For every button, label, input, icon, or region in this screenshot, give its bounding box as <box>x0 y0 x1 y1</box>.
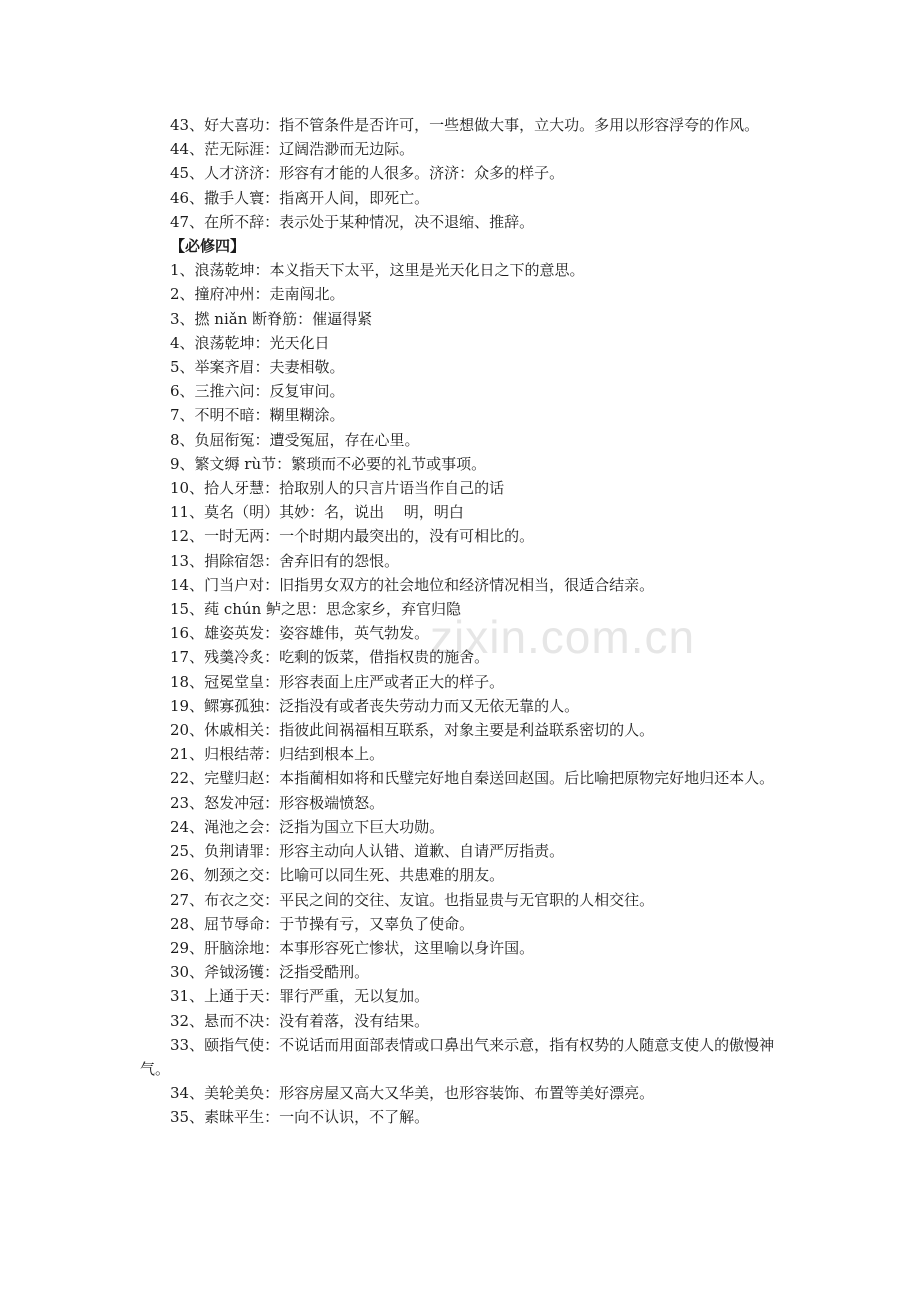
idiom-entry: 19、鳏寡孤独：泛指没有或者丧失劳动力而又无依无靠的人。 <box>170 696 580 715</box>
idiom-entry: 15、莼 chún 鲈之思：思念家乡，弃官归隐 <box>170 600 462 619</box>
idiom-entry: 7、不明不暗：糊里糊涂。 <box>170 406 345 425</box>
idiom-entry: 13、捐除宿怨：舍弃旧有的怨恨。 <box>170 551 400 570</box>
idiom-entry: 11、莫名（明）其妙：名，说出 明，明白 <box>170 503 464 522</box>
idiom-list-continued <box>140 113 782 234</box>
idiom-entry: 2、撞府冲州：走南闯北。 <box>170 285 345 304</box>
idiom-entry: 4、浪荡乾坤：光天化日 <box>170 333 330 352</box>
idiom-entry: 20、休戚相关：指彼此间祸福相互联系，对象主要是利益联系密切的人。 <box>170 721 655 740</box>
idiom-entry: 3、撚 niǎn 断脊筋：催逼得紧 <box>170 309 373 328</box>
idiom-entry: 16、雄姿英发：姿容雄伟，英气勃发。 <box>170 624 430 643</box>
idiom-entry: 10、拾人牙慧：拾取别人的只言片语当作自己的话 <box>170 479 505 498</box>
idiom-entry: 1、浪荡乾坤：本义指天下太平，这里是光天化日之下的意思。 <box>170 261 585 280</box>
idiom-entry: 29、肝脑涂地：本事形容死亡惨状，这里喻以身许国。 <box>170 938 535 957</box>
idiom-entry: 24、渑池之会：泛指为国立下巨大功勋。 <box>170 817 445 836</box>
idiom-entry: 47、在所不辞：表示处于某种情况，决不退缩、推辞。 <box>170 212 535 231</box>
idiom-entry: 23、怒发冲冠：形容极端愤怒。 <box>170 793 385 812</box>
idiom-entry: 17、残羹冷炙：吃剩的饭菜，借指权贵的施舍。 <box>170 648 490 667</box>
idiom-entry: 9、繁文缛 rù节：繁琐而不必要的礼节或事项。 <box>170 454 487 473</box>
idiom-entry: 30、斧钺汤镬：泛指受酷刑。 <box>170 963 370 982</box>
idiom-entry: 28、屈节辱命：于节操有亏，又辜负了使命。 <box>170 914 475 933</box>
document-body <box>140 113 782 1130</box>
idiom-entry: 43、好大喜功：指不管条件是否许可，一些想做大事，立大功。多用以形容浮夸的作风。 <box>170 116 760 134</box>
idiom-entry: 32、悬而不决：没有着落，没有结果。 <box>170 1011 430 1030</box>
idiom-entry: 34、美轮美奂：形容房屋又高大又华美，也形容装饰、布置等美好漂亮。 <box>170 1084 655 1103</box>
idiom-entry: 18、冠冕堂皇：形容表面上庄严或者正大的样子。 <box>170 672 505 691</box>
idiom-entry: 22、完璧归赵：本指蔺相如将和氏璧完好地自秦送回赵国。后比喻把原物完好地归还本人。 <box>170 769 775 788</box>
idiom-list-section-4 <box>140 258 782 1129</box>
idiom-entry: 14、门当户对：旧指男女双方的社会地位和经济情况相当，很适合结亲。 <box>170 575 655 594</box>
idiom-entry: 26、刎颈之交：比喻可以同生死、共患难的朋友。 <box>170 866 505 885</box>
idiom-entry: 12、一时无两：一个时期内最突出的，没有可相比的。 <box>170 527 535 546</box>
idiom-entry: 45、人才济济：形容有才能的人很多。济济：众多的样子。 <box>170 164 565 183</box>
section-heading: 【必修四】 <box>170 237 246 256</box>
idiom-entry: 5、举案齐眉：夫妻相敬。 <box>170 358 345 377</box>
idiom-entry: 44、茫无际涯：辽阔浩渺而无边际。 <box>170 140 415 159</box>
idiom-entry: 25、负荆请罪：形容主动向人认错、道歉、自请严厉指责。 <box>170 842 565 861</box>
idiom-entry: 6、三推六问：反复审问。 <box>170 382 345 401</box>
idiom-entry: 35、素昧平生：一向不认识，不了解。 <box>170 1108 430 1127</box>
idiom-entry: 27、布衣之交：平民之间的交往、友谊。也指显贵与无官职的人相交往。 <box>170 890 655 909</box>
watermark-text: zixin.com.cn <box>430 611 696 663</box>
idiom-entry: 21、归根结蒂：归结到根本上。 <box>170 745 385 764</box>
idiom-entry: 31、上通于天：罪行严重，无以复加。 <box>170 987 430 1006</box>
idiom-entry: 8、负屈衔冤：遭受冤屈，存在心里。 <box>170 430 420 449</box>
idiom-entry: 46、撒手人寰：指离开人间，即死亡。 <box>170 188 430 207</box>
idiom-entry: 33、颐指气使：不说话而用面部表情或口鼻出气来示意，指有权势的人随意支使人的傲慢神气。 <box>140 1035 775 1078</box>
